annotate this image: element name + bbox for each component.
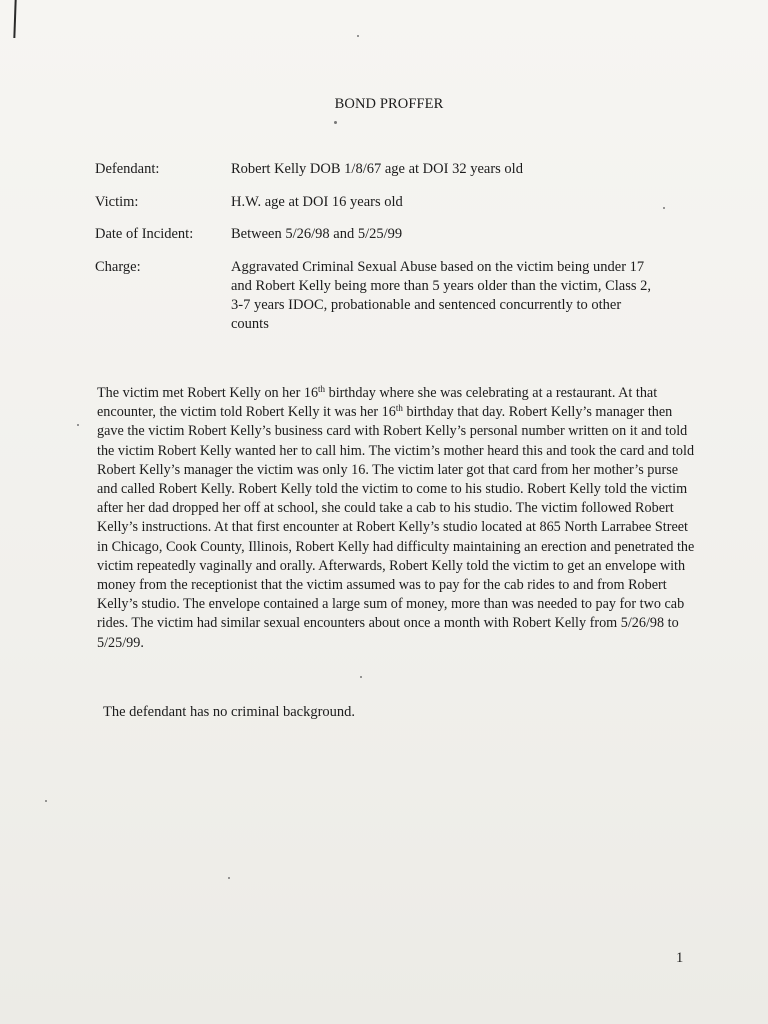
field-value-date: Between 5/26/98 and 5/25/99 [231,226,403,242]
narrative-line: and called Robert Kelly. Robert Kelly told the victim to come to his studio. Robert Kelly told the victim [97,481,688,498]
narrative-line: gave the victim Robert Kelly’s business card with Robert Kelly’s personal number written on it and told [97,423,688,440]
field-label-date: Date of Incident: [95,226,194,242]
narrative-line: the victim Robert Kelly wanted her to call him. The victim’s mother heard this and took the card and told [97,442,695,459]
narrative-line: Kelly’s instructions. At that first encounter at Robert Kelly’s studio located at 865 North Larrabee Street [97,519,688,536]
narrative-line: victim repeatedly vaginally and orally. Afterwards, Robert Kelly told the victim to get an envelope with [97,557,686,574]
page-number: 1 [676,950,684,966]
field-label-charge: Charge: [95,259,141,275]
narrative-line: in Chicago, Cook County, Illinois, Robert Kelly had difficulty maintaining an erection and penetrated the [97,538,695,555]
scan-speck [228,877,230,879]
narrative-line: The victim met Robert Kelly on her 16th birthday where she was celebrating at a restaurant. At that [97,384,658,401]
document-title: BOND PROFFER [334,96,444,112]
field-value-victim: H.W. age at DOI 16 years old [231,194,403,210]
scan-speck [334,121,337,124]
narrative-line: 5/25/99. [97,634,144,651]
scan-margin-mark [13,0,16,38]
field-value-charge: Aggravated Criminal Sexual Abuse based on the victim being under 17 and Robert Kelly being more than 5 years older than the victim, Class 2, 3-7 years IDOC, probationable and sentenced concurrently to other counts [231,259,651,332]
narrative-line: Kelly’s studio. The envelope contained a large sum of money, more than was needed to pay for two cab [97,596,685,613]
narrative-line: money from the receptionist that the victim assumed was to pay for the cab rides to and from Robert [97,577,667,594]
field-label-defendant: Defendant: [95,161,160,177]
criminal-background-note: The defendant has no criminal background. [103,704,356,720]
narrative-line: encounter, the victim told Robert Kelly it was her 16th birthday that day. Robert Kelly’s manager then [97,403,673,421]
scan-speck [357,35,359,37]
narrative-paragraph [97,384,695,653]
scan-speck [360,676,362,678]
narrative-line: after her dad dropped her off at school, she could take a cab to his studio. The victim followed Robert [97,500,674,517]
narrative-line: rides. The victim had similar sexual encounters about once a month with Robert Kelly from 5/26/98 to [97,615,679,632]
narrative-line: Robert Kelly’s manager the victim was only 16. The victim later got that card from her mother’s purse [97,461,679,478]
field-label-victim: Victim: [95,194,139,210]
scan-speck [77,424,79,426]
ordinal-suffix: th [318,384,326,394]
ordinal-suffix: th [395,403,403,414]
scan-speck [663,207,665,209]
scan-speck [45,800,47,802]
field-value-defendant: Robert Kelly DOB 1/8/67 age at DOI 32 years old [231,161,523,177]
